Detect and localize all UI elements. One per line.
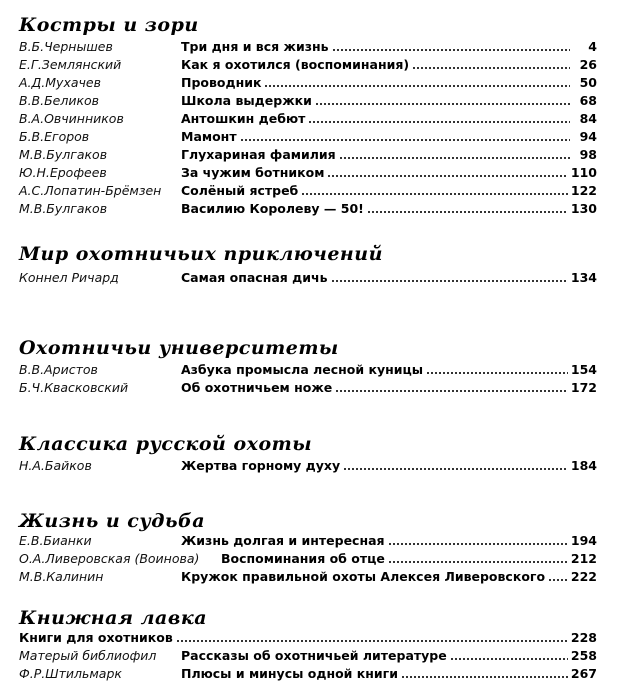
entry-title: Проводник (181, 75, 262, 90)
entry-author: Н.А.Байков (19, 458, 92, 473)
entry-title: Азбука промысла лесной куницы (181, 362, 424, 377)
dot-leader (450, 657, 568, 661)
entry-title: Как я охотился (воспоминания) (181, 57, 410, 72)
entry-author: М.В.Булгаков (19, 147, 108, 162)
entry-title: За чужим ботником (181, 165, 325, 180)
entry-author: А.С.Лопатин-Брёмзен (19, 183, 162, 198)
toc-entry (19, 74, 597, 92)
dot-leader (264, 84, 570, 88)
entry-author: В.А.Овчинников (19, 111, 124, 126)
section-heading: Классика русской охоты (19, 433, 313, 455)
entry-page: 228 (570, 630, 597, 645)
entry-page: 50 (579, 75, 597, 90)
entry-title: Глухариная фамилия (181, 147, 336, 162)
entry-title: Жертва горному духу (181, 458, 341, 473)
section-heading: Мир охотничьих приключений (19, 243, 383, 265)
entry-page: 122 (570, 183, 597, 198)
toc-entry (19, 269, 597, 287)
dot-leader (426, 371, 568, 375)
dot-leader (332, 48, 570, 52)
entry-title: Рассказы об охотничьей литературе (181, 648, 447, 663)
dot-leader (388, 560, 568, 564)
entry-author: М.В.Калинин (19, 569, 104, 584)
entry-title: Антошкин дебют (181, 111, 306, 126)
entry-title: Об охотничьем ноже (181, 380, 333, 395)
entry-page: 134 (570, 270, 597, 285)
entry-page: 130 (570, 201, 597, 216)
entry-page: 154 (570, 362, 597, 377)
entry-page: 267 (570, 666, 597, 681)
entry-page: 222 (570, 569, 597, 584)
entry-author: Ф.Р.Штильмарк (19, 666, 122, 681)
section-heading: Охотничьи университеты (19, 337, 339, 359)
entry-page: 184 (570, 458, 597, 473)
entry-author: Ю.Н.Ерофеев (19, 165, 107, 180)
entry-page: 172 (570, 380, 597, 395)
entry-page: 94 (579, 129, 597, 144)
toc-entry (19, 92, 597, 110)
dot-leader (367, 210, 568, 214)
entry-author: Б.В.Егоров (19, 129, 90, 144)
entry-title: Самая опасная дичь (181, 270, 328, 285)
entry-page: 258 (570, 648, 597, 663)
toc-entry (19, 532, 597, 550)
entry-author: Е.В.Бианки (19, 533, 92, 548)
entry-author: О.А.Ливеровская (Воинова) (19, 551, 200, 566)
entry-title: Жизнь долгая и интересная (181, 533, 385, 548)
entry-author: Е.Г.Землянский (19, 57, 122, 72)
toc-entry (19, 457, 597, 475)
dot-leader (412, 66, 570, 70)
entry-title: Книги для охотников (19, 630, 173, 645)
entry-author: А.Д.Мухачев (19, 75, 101, 90)
entry-title: Василию Королеву — 50! (181, 201, 364, 216)
entry-page: 110 (570, 165, 597, 180)
entry-page: 84 (579, 111, 597, 126)
entry-title: Три дня и вся жизнь (181, 39, 329, 54)
entry-title: Солёный ястреб (181, 183, 299, 198)
entry-author: Коннел Ричард (19, 270, 119, 285)
entry-page: 98 (579, 147, 597, 162)
toc-entry (19, 665, 597, 683)
entry-author: В.Б.Чернышев (19, 39, 113, 54)
dot-leader (240, 138, 570, 142)
toc-entry (19, 200, 597, 218)
entry-author: Матерый библиофил (19, 648, 157, 663)
toc-entry (19, 182, 597, 200)
toc-entry (19, 110, 597, 128)
entry-page: 68 (579, 93, 597, 108)
toc-entry (19, 568, 597, 586)
entry-author: В.В.Беликов (19, 93, 100, 108)
toc-entry (19, 146, 597, 164)
dot-leader (308, 120, 570, 124)
dot-leader (401, 675, 568, 679)
dot-leader (315, 102, 570, 106)
toc-entry (19, 38, 597, 56)
toc-entry (19, 56, 597, 74)
entry-author: Б.Ч.Квасковский (19, 380, 129, 395)
entry-author: В.В.Аристов (19, 362, 98, 377)
toc-entry (19, 128, 597, 146)
dot-leader (335, 389, 568, 393)
section-heading: Жизнь и судьба (19, 510, 206, 532)
dot-leader (343, 467, 568, 471)
entry-title: Мамонт (181, 129, 237, 144)
dot-leader (331, 279, 568, 283)
dot-leader (548, 578, 568, 582)
dot-leader (339, 156, 570, 160)
section-heading: Книжная лавка (19, 607, 208, 629)
toc-entry (19, 550, 597, 568)
toc-entry (19, 379, 597, 397)
toc-entry (19, 629, 597, 647)
entry-page: 212 (570, 551, 597, 566)
toc-entry (19, 361, 597, 379)
toc-entry (19, 164, 597, 182)
entry-title: Школа выдержки (181, 93, 312, 108)
entry-author: М.В.Булгаков (19, 201, 108, 216)
entry-page: 194 (570, 533, 597, 548)
entry-page: 26 (579, 57, 597, 72)
dot-leader (388, 542, 568, 546)
dot-leader (301, 192, 568, 196)
entry-title: Воспоминания об отце (221, 551, 385, 566)
dot-leader (176, 639, 568, 643)
entry-page: 4 (588, 39, 597, 54)
entry-title: Плюсы и минусы одной книги (181, 666, 398, 681)
toc-entry (19, 647, 597, 665)
section-heading: Костры и зори (19, 14, 199, 36)
entry-title: Кружок правильной охоты Алексея Ливеровского (181, 569, 546, 584)
dot-leader (327, 174, 567, 178)
